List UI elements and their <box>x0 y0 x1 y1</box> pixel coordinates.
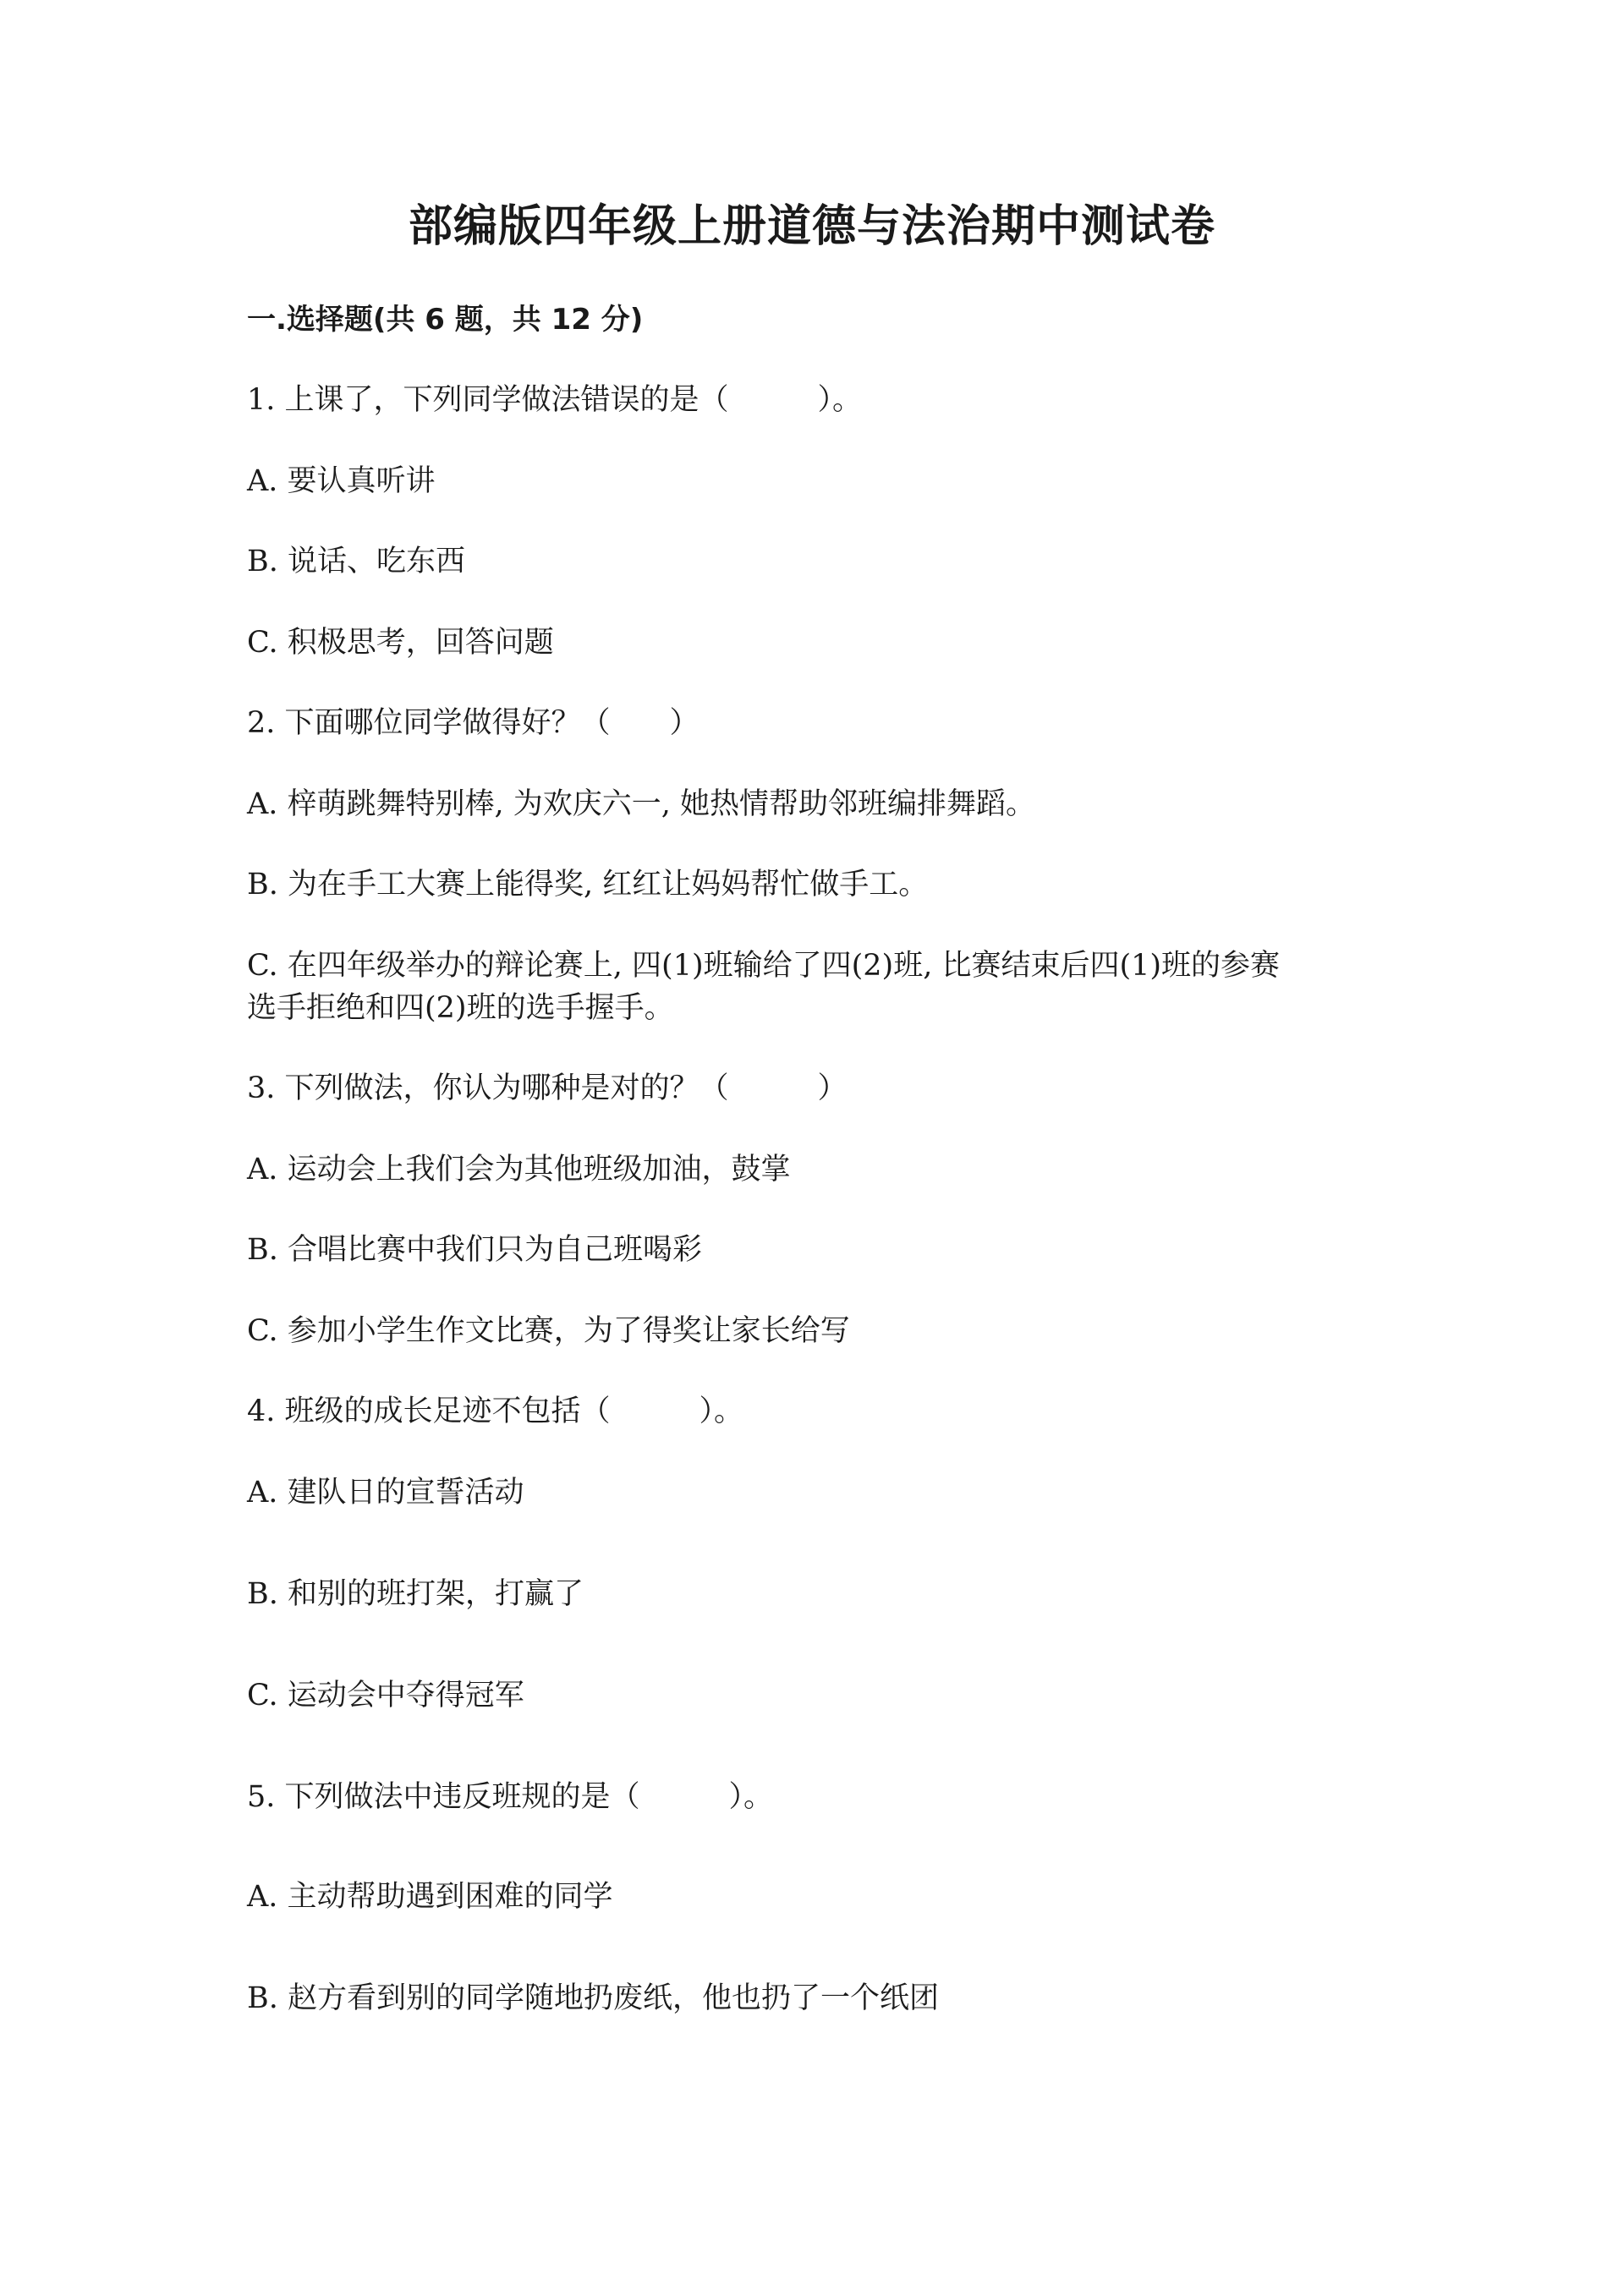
question-1-option-b: B. 说话、吃东西 <box>247 545 465 578</box>
question-2-option-c: C. 在四年级举办的辩论赛上, 四(1)班输给了四(2)班, 比赛结束后四(1)班的参赛 <box>247 949 1281 983</box>
question-4-stem: 4. 班级的成长足迹不包括（ ）。 <box>247 1395 744 1428</box>
question-1-option-c: C. 积极思考，回答问题 <box>247 626 554 660</box>
question-5-option-b: B. 赵方看到别的同学随地扔废纸，他也扔了一个纸团 <box>247 1981 939 2015</box>
question-2-stem: 2. 下面哪位同学做得好？（ ） <box>247 706 700 740</box>
question-5-option-a: A. 主动帮助遇到困难的同学 <box>247 1880 613 1914</box>
question-3-option-b: B. 合唱比赛中我们只为自己班喝彩 <box>247 1233 702 1267</box>
question-1-option-a: A. 要认真听讲 <box>247 464 436 498</box>
question-3-stem: 3. 下列做法，你认为哪种是对的？（ ） <box>247 1071 848 1105</box>
page-title: 部编版四年级上册道德与法治期中测试卷 <box>408 201 1215 252</box>
question-4-option-a: A. 建队日的宣誓活动 <box>247 1476 524 1510</box>
question-5-stem: 5. 下列做法中违反班规的是（ ）。 <box>247 1780 774 1814</box>
question-4-option-b: B. 和别的班打架，打赢了 <box>247 1577 584 1611</box>
question-3-option-c: C. 参加小学生作文比赛，为了得奖让家长给写 <box>247 1314 850 1348</box>
question-2-option-a: A. 梓萌跳舞特别棒, 为欢庆六一, 她热情帮助邻班编排舞蹈。 <box>247 787 1036 821</box>
question-2-option-b: B. 为在手工大赛上能得奖, 红红让妈妈帮忙做手工。 <box>247 868 929 901</box>
question-2-option-c-continued: 选手拒绝和四(2)班的选手握手。 <box>247 991 674 1025</box>
question-3-option-a: A. 运动会上我们会为其他班级加油，鼓掌 <box>247 1153 791 1186</box>
question-4-option-c: C. 运动会中夺得冠军 <box>247 1679 524 1712</box>
section-heading: 一.选择题(共 6 题，共 12 分) <box>247 303 644 337</box>
question-1-stem: 1. 上课了，下列同学做法错误的是（ ）。 <box>247 383 863 417</box>
